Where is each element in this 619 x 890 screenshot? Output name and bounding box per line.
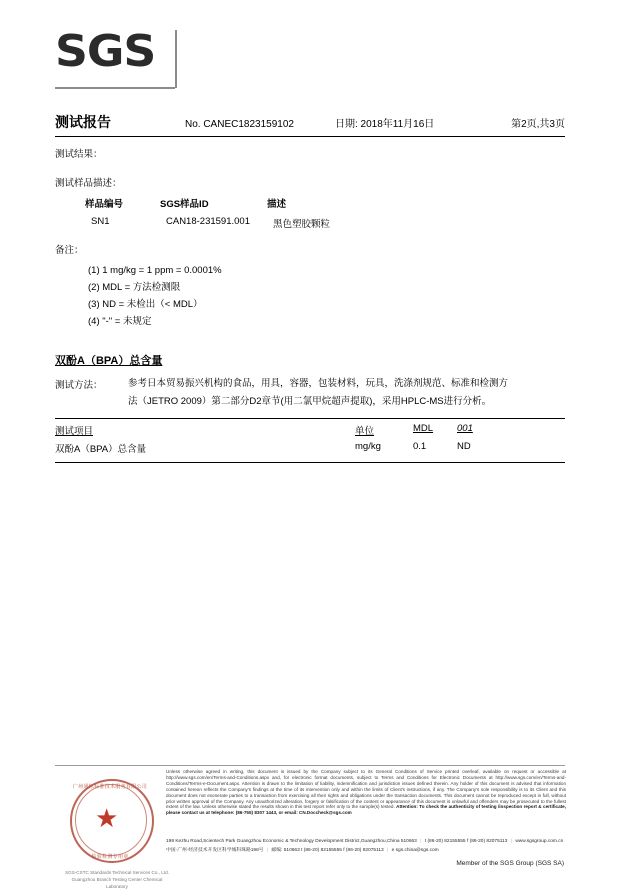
table-row xyxy=(55,441,565,455)
authenticity-notice: Attention: To check the authenticity of testing /inspection report & certificate, please contact us at telephone: (86-755) 8307 1443, or email: CN.Doccheck@sgs.com xyxy=(166,804,566,816)
result-table-header xyxy=(55,423,565,437)
remarks-label: 备注： xyxy=(55,245,84,256)
footer-divider xyxy=(55,765,565,766)
sgs-logo xyxy=(55,26,185,77)
page-title: 测试报告 xyxy=(55,114,111,130)
postcode-cn: 邮编: 510663 xyxy=(271,847,300,853)
address-cn: 中国·广州·经济技术开发区科学城科珠路198号 xyxy=(166,847,264,853)
stamp-caption-line-2: Guangzhou Branch Testing Center Chemical Laboratory xyxy=(71,877,163,889)
address-en: 198 Kezhu Road,Scientech Park Guangzhou Economic & Technology Development District,Guangzhou,China 510663 xyxy=(166,839,417,844)
stamp-arc-top-text: 广州通标标准技术服务有限公司 xyxy=(72,784,148,790)
list-item: (1) 1 mg/kg = 1 ppm = 0.0001% xyxy=(88,265,222,276)
divider: | xyxy=(420,839,422,844)
fax-en: f (86-20) 82075113 xyxy=(466,839,508,844)
column-sample-no: 样品编号 xyxy=(85,199,124,210)
cell-sgs-id: CAN18-231591.001 xyxy=(166,216,250,227)
method-text-line-2: 法（JETRO 2009）第二部分D2章节(用二氯甲烷超声提取)，采用HPLC-MS进行分析。 xyxy=(128,396,492,407)
report-date: 日期: 2018年11月16日 xyxy=(335,119,435,130)
page-number: 第2页,共3页 xyxy=(511,119,565,130)
remarks-list xyxy=(88,262,222,330)
legal-disclaimer xyxy=(166,769,566,816)
phone-en: t (86-20) 82155555 xyxy=(424,839,466,844)
cell-test-item: 双酚A（BPA）总含量 xyxy=(55,444,147,455)
stamp-arc-bottom-text: 检验检测专用章 xyxy=(91,854,129,860)
email-cn[interactable]: e sgs.china@sgs.com xyxy=(391,847,439,853)
method-text xyxy=(128,375,548,411)
list-item: (3) ND = 未检出（< MDL） xyxy=(88,299,203,310)
results-label: 测试结果： xyxy=(55,149,103,160)
sample-description-label: 测试样品描述： xyxy=(55,178,122,189)
report-header-row xyxy=(55,112,565,132)
stamp-caption xyxy=(62,869,172,890)
stamp-caption-line-1: SGS-CSTC Standards Technical Services Co., Ltd. xyxy=(65,870,169,875)
address-line-cn xyxy=(166,847,566,855)
column-unit: 单位 xyxy=(355,426,375,437)
logo-vertical-rule xyxy=(175,30,177,88)
cell-unit: mg/kg xyxy=(355,441,381,452)
company-stamp-icon xyxy=(62,775,169,889)
result-table-top-rule xyxy=(55,418,565,419)
member-line: Member of the SGS Group (SGS SA) xyxy=(456,860,564,867)
divider: | xyxy=(387,847,389,853)
cell-mdl: 0.1 xyxy=(413,441,427,452)
column-sample-001: 001 xyxy=(457,423,473,434)
cell-sample-no: SN1 xyxy=(91,216,110,227)
cell-result-value: ND xyxy=(457,441,471,452)
report-number: No. CANEC1823159102 xyxy=(185,119,294,130)
column-description: 描述 xyxy=(267,199,287,210)
address-line-en xyxy=(166,838,566,846)
cell-description: 黑色塑胶颗粒 xyxy=(273,219,331,230)
sample-table xyxy=(85,196,423,230)
method-text-line-1: 参考日本贸易振兴机构的食品，用具，容器，包装材料，玩具，洗涤剂规范、标准和检测方 xyxy=(128,378,509,389)
header-divider xyxy=(55,136,565,137)
sgs-logo-text: SGS xyxy=(55,26,156,77)
list-item: (2) MDL = 方法检测限 xyxy=(88,282,181,293)
footer-address-block xyxy=(166,838,566,854)
column-mdl: MDL xyxy=(413,423,434,434)
column-sgs-id: SGS样品ID xyxy=(160,199,209,210)
divider: | xyxy=(266,847,269,853)
fax-cn: f (86-20) 82075113 xyxy=(343,847,384,853)
sample-table-header xyxy=(85,196,423,210)
bpa-section-heading: 双酚A（BPA）总含量 xyxy=(55,355,163,367)
logo-underline xyxy=(55,87,175,89)
result-table-bottom-rule xyxy=(55,462,565,463)
legal-text: Unless otherwise agreed in writing, this document is issued by the Company subject to its General Conditions of Service printed overleaf, available on request or accessible at http://www.sgs.com/en/Terms-and-Conditions.aspx and, for electronic format documents, subject to Terms and Conditions for Electronic Documents at http://www.sgs.com/en/Terms-and-Conditions/Terms-e-Document.aspx. Attention is drawn to the limitation of liability, indemnification and jurisdiction issues defined therein. Any holder of this document is advised that information contained hereon reflects the Company's findings at the time of its intervention only and within the limits of Client's instructions, if any. The Company's sole responsibility is to its Client and this document does not exonerate parties to a transaction from exercising all their rights and obligations under the transaction documents. This document cannot be reproduced except in full, without prior written approval of the Company. Any unauthorized alteration, forgery or falsification of the content or appearance of this document is unlawful and offenders may be prosecuted to the fullest extent of the law. Unless otherwise stated the results shown in this test report refer only to the sample(s) tested. xyxy=(166,769,566,810)
website[interactable]: www.sgsgroup.com.cn xyxy=(515,839,564,844)
divider: | xyxy=(510,839,512,844)
list-item: (4) "-" = 未规定 xyxy=(88,316,152,327)
table-row xyxy=(85,216,423,230)
phone-cn: t (86-20) 82155555 xyxy=(301,847,342,853)
column-test-item: 测试项目 xyxy=(55,426,94,437)
method-label: 测试方法： xyxy=(55,380,103,391)
star-icon: ★ xyxy=(95,803,119,833)
